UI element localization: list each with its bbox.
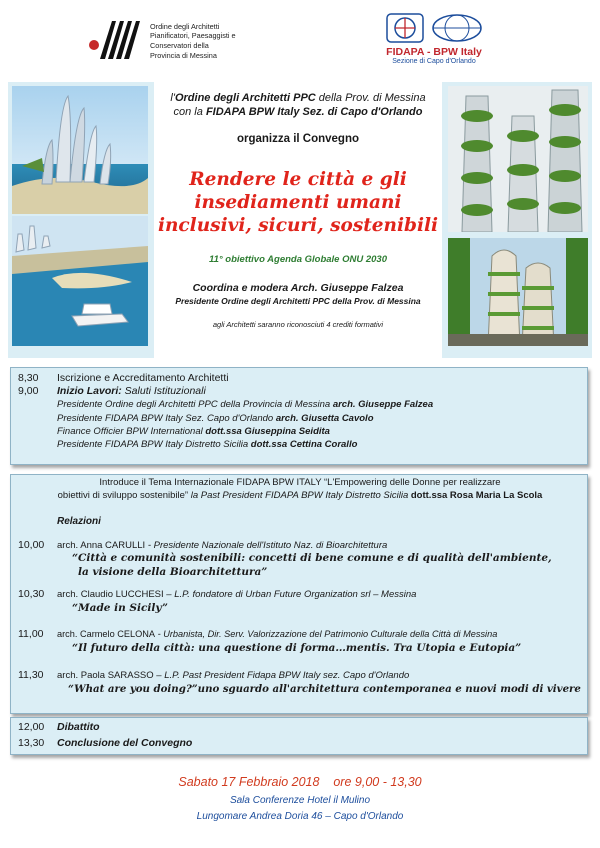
greeting-role: Finance Officier BPW International: [57, 426, 206, 437]
time-830: 8,30: [18, 372, 39, 384]
talk-speaker: arch. Carmelo CELONA: [57, 629, 156, 639]
intro-line2-bold: FIDAPA BPW Italy Sez. di Capo d'Orlando: [205, 106, 423, 118]
title-line: inclusivi, sicuri, sostenibili: [157, 215, 439, 236]
intro-line1-pre: l': [170, 92, 175, 104]
event-address: Lungomare Andrea Doria 46 – Capo d'Orlando: [196, 811, 404, 822]
talk-time: 10,30: [18, 588, 45, 600]
intro-line2-pre: con la: [173, 106, 206, 118]
introduce-italic: la Past President FIDAPA BPW Italy Distretto Sicilia: [190, 490, 411, 501]
time-1330: 13,30: [18, 737, 45, 749]
introduce-line-1: Introduce il Tema Internazionale FIDAPA BPW ITALY “L'Empowering delle Donne per realizzare: [99, 477, 501, 488]
crediti-text: agli Architetti saranno riconosciuti 4 crediti formativi: [212, 320, 384, 329]
talk-role: – L.P. fondatore di Urban Future Organization srl – Messina: [163, 589, 417, 600]
title-line: insediamenti umani: [194, 192, 402, 213]
fidapa-emblem-icon: [385, 12, 425, 44]
talk-speaker: arch. Claudio LUCCHESI: [57, 589, 164, 600]
greeting-role: Presidente Ordine degli Architetti PPC della Provincia di Messina: [57, 399, 333, 410]
talk-speaker: arch. Anna CARULLI: [57, 540, 146, 551]
talk-time: 11,30: [18, 669, 44, 681]
inizio-lavori-label: Inizio Lavori:: [57, 385, 122, 397]
intro-line-1: [154, 91, 442, 105]
ordine-logo-line: Conservatori della: [150, 41, 209, 50]
ordine-logo-line: Ordine degli Architetti: [150, 21, 220, 31]
vertical-garden-photo: [448, 238, 588, 346]
convegno-title: [154, 168, 442, 237]
ordine-logo-text: [150, 22, 236, 60]
greeting-row: [57, 413, 374, 424]
ordine-logo-line: Pianificatori, Paesaggisti e: [150, 31, 236, 41]
relazioni-heading: Relazioni: [57, 516, 101, 527]
ordine-logo-line: Provincia di Messina: [150, 50, 217, 60]
talk-role: - Presidente Nazionale dell'Istituto Naz. di Bioarchitettura: [145, 540, 388, 551]
intro-line-2: [154, 105, 442, 119]
presidente-text: Presidente Ordine degli Architetti PPC della Prov. di Messina: [175, 296, 421, 306]
ordine-logo-mark-icon: [86, 15, 142, 67]
organizza-text: organizza il Convegno: [236, 133, 360, 145]
introduce-line-2: [0, 490, 600, 501]
talk-title: “Il futuro della città: una questione di forma…mentis. Tra Utopia e Eutopia”: [72, 642, 522, 654]
greeting-row: [57, 439, 357, 450]
talk-time: 11,00: [18, 628, 44, 640]
inizio-lavori-item: [57, 385, 206, 397]
greeting-name: arch. Giuseppe Falzea: [332, 399, 434, 410]
fidapa-name: FIDAPA - BPW Italy: [386, 46, 482, 58]
talk-title: “What are you doing?”uno sguardo all'architettura contemporanea e nuovi modi di vivere: [68, 683, 581, 695]
talk-role: - Urbanista, Dir. Serv. Valorizzazione del Patrimonio Culturale della Città di Messina: [155, 629, 498, 639]
event-venue: Sala Conferenze Hotel il Mulino: [229, 795, 371, 806]
talk-title-cont: la visione della Bioarchitettura”: [78, 566, 268, 578]
fidapa-section: Sezione di Capo d'Orlando: [392, 58, 476, 65]
greeting-row: [57, 426, 330, 437]
time-1200: 12,00: [18, 721, 45, 733]
greeting-name: dott.ssa Giuseppina Seidita: [205, 426, 330, 437]
futuristic-towers-photo: [12, 86, 148, 214]
introduce-pre: obiettivi di sviluppo sostenibile”: [57, 490, 191, 501]
greeting-name: dott.ssa Cettina Corallo: [250, 439, 358, 450]
intro-line1-post: della Prov. di Messina: [315, 92, 426, 104]
introduce-name: dott.ssa Rosa Maria La Scola: [410, 490, 543, 501]
ordine-architetti-logo: [86, 12, 236, 70]
greeting-role: Presidente FIDAPA BPW Italy Sez. Capo d'Orlando: [57, 413, 276, 424]
greeting-role: Presidente FIDAPA BPW Italy Distretto Sicilia: [57, 439, 251, 450]
coordina-text: Coordina e modera Arch. Giuseppe Falzea: [192, 282, 404, 294]
talk-title: “Made in Sicily”: [72, 602, 168, 614]
conclusione-item: Conclusione del Convegno: [57, 737, 193, 749]
green-towers-photo: [448, 86, 588, 232]
talk-speaker-row: [57, 670, 409, 681]
coastal-city-photo: [12, 216, 148, 346]
time-900: 9,00: [18, 385, 39, 397]
saluti-label: Saluti Istituzionali: [121, 385, 206, 397]
registration-item: Iscrizione e Accreditamento Architetti: [57, 372, 229, 384]
talk-speaker-row: [57, 540, 387, 551]
title-line: Rendere le città e gli: [189, 169, 407, 190]
dibattito-item: Dibattito: [57, 721, 100, 733]
greeting-name: arch. Giusetta Cavolo: [275, 413, 374, 424]
fidapa-logo: [376, 12, 492, 78]
talk-speaker-row: [57, 589, 416, 600]
talk-time: 10,00: [18, 539, 45, 551]
talk-speaker-row: [57, 629, 497, 639]
talk-speaker: arch. Paola SARASSO: [57, 670, 154, 681]
agenda-onu-text: 11° obiettivo Agenda Globale ONU 2030: [208, 254, 387, 265]
talk-title: “Città e comunità sostenibili: concetti di bene comune e di qualità dell'ambiente,: [72, 552, 552, 564]
bpw-emblem-icon: [431, 12, 483, 44]
intro-line1-bold: Ordine degli Architetti PPC: [174, 92, 316, 104]
event-date: Sabato 17 Febbraio 2018 ore 9,00 - 13,30: [178, 775, 422, 789]
greeting-row: [57, 399, 433, 410]
talk-role: – L.P. Past President Fidapa BPW Italy sez. Capo d'Orlando: [153, 670, 410, 681]
